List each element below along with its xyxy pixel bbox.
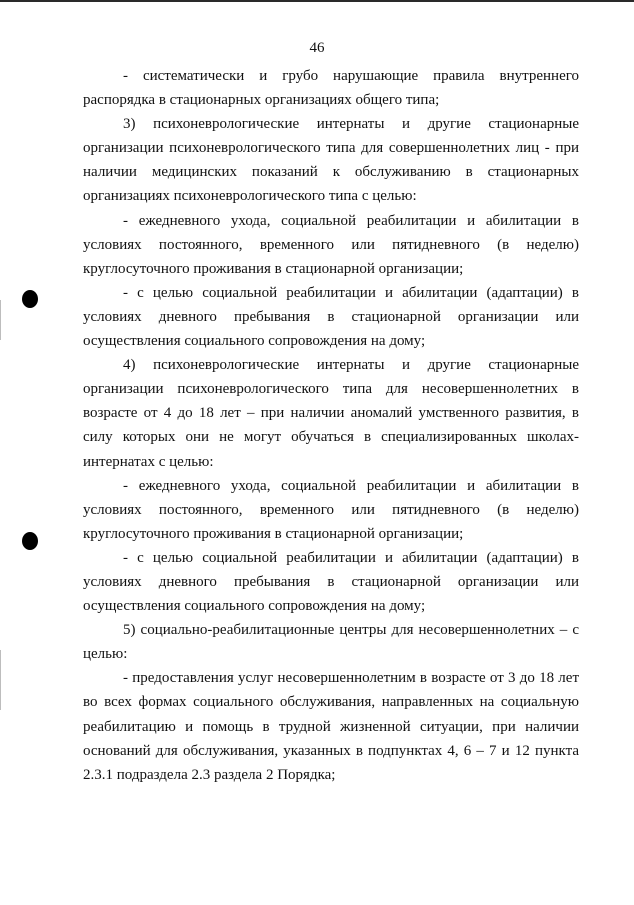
paragraph-item: - ежедневного ухода, социальной реабилитации и абилитации в условиях постоянного, временного или пятидневного (в неделю) круглосуточного проживания в стационарной организации; [83,477,579,542]
paragraph-item: - с целью социальной реабилитации и абилитации (адаптации) в условиях дневного пребывания в стационарной организации или осуществления социального сопровождения на дому; [83,284,579,350]
paragraph-item: 3) психоневрологические интернаты и другие стационарные организации психоневрологического типа для совершеннолетних лиц - при наличии медицинских показаний к обслуживанию в стационарных организациях психоневрологического типа с целью: [83,116,579,205]
paragraph-item: 4) психоневрологические интернаты и другие стационарные организации психоневрологического типа для несовершеннолетних в возрасте от 4 до 18 лет – при наличии аномалий умственного развития, в силу которых они не могут обучаться в специализированных школах-интернатах с целью: [83,357,579,470]
paragraph-item: - предоставления услуг несовершеннолетним в возрасте от 3 до 18 лет во всех формах социального обслуживания, направленных на социальную реабилитацию и помощь в трудной жизненной ситуации, при наличии оснований для обслуживания, указанных в подпунктах 4, 6 – 7 и 12 пункта 2.3.1 подраздела 2.3 раздела 2 Порядка; [83,670,579,783]
paragraph-item: - ежедневного ухода, социальной реабилитации и абилитации в условиях постоянного, временного или пятидневного (в неделю) круглосуточного проживания в стационарной организации; [83,212,579,277]
document-body [83,64,579,787]
scan-edge-mark [0,650,1,710]
paragraph-item: - с целью социальной реабилитации и абилитации (адаптации) в условиях дневного пребывания в стационарной организации или осуществления социального сопровождения на дому; [83,549,579,615]
page-number: 46 [309,40,325,56]
paragraph-item: 5) социально-реабилитационные центры для несовершеннолетних – с целью: [83,622,579,663]
top-border-line [0,0,634,2]
punch-hole-mark [22,290,38,308]
scan-edge-mark [0,300,1,340]
paragraph-item: - систематически и грубо нарушающие правила внутреннего распорядка в стационарных организациях общего типа; [83,68,579,109]
punch-hole-mark [22,532,38,550]
